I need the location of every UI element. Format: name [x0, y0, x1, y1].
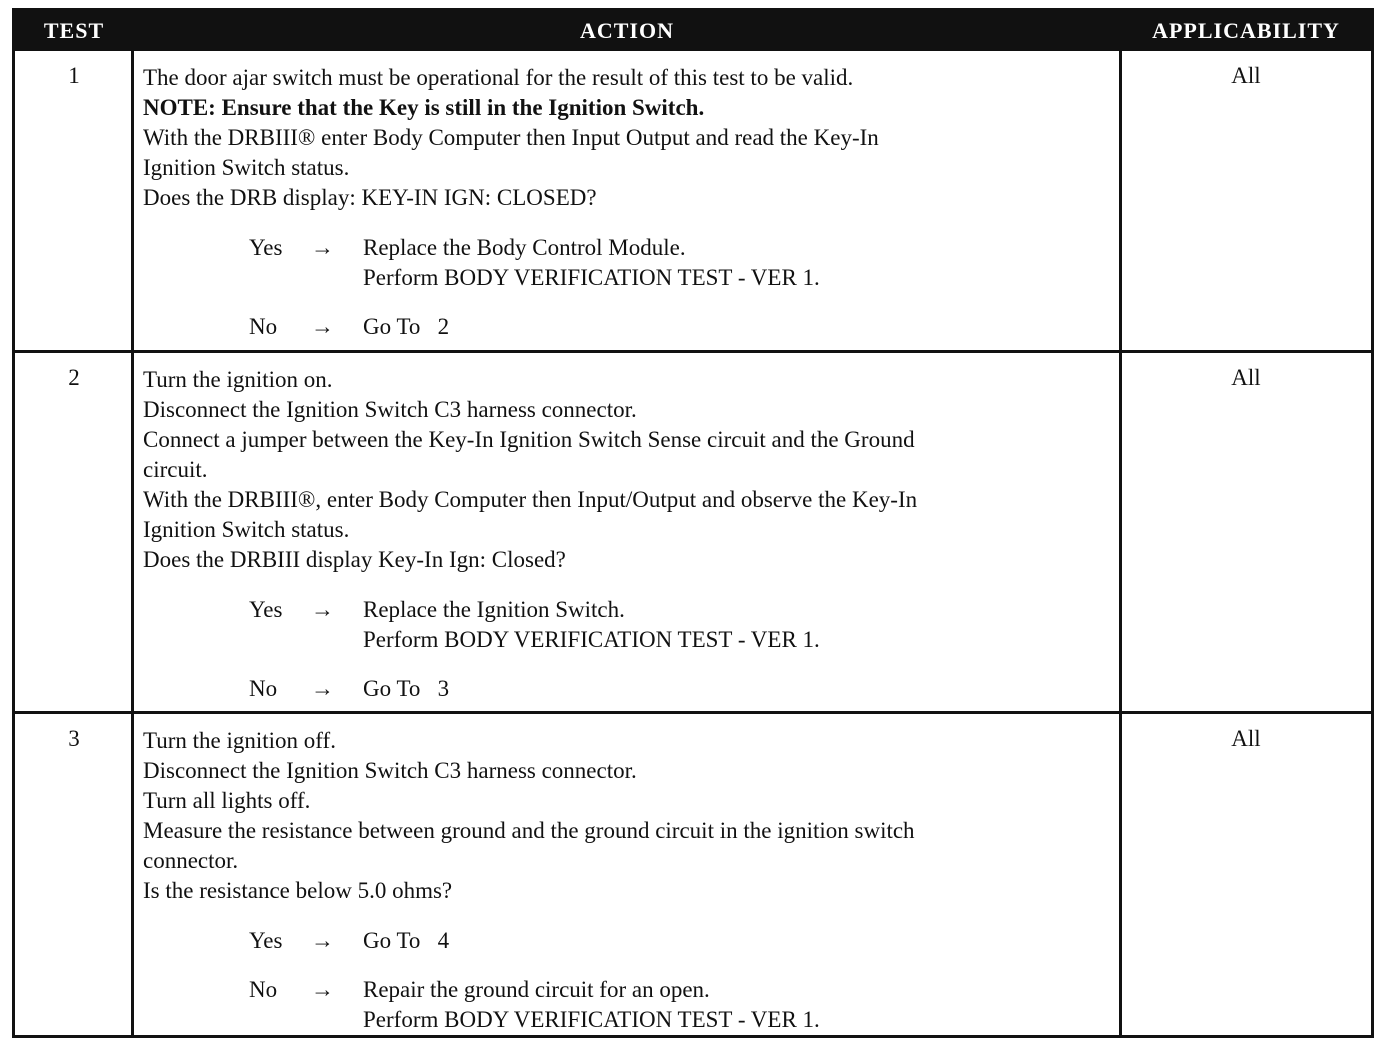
test-number: 1: [68, 63, 80, 88]
outcome-no: [143, 975, 1115, 1005]
outcome-yes: [143, 595, 1115, 625]
outcome-label: No: [249, 977, 278, 1002]
table-row-test-3: [15, 714, 1371, 1035]
action-line: The door ajar switch must be operational for the result of this test to be valid.: [143, 65, 854, 90]
action-line: With the DRBIII® enter Body Computer then Input Output and read the Key-In: [143, 125, 879, 150]
arrow-icon: →: [311, 314, 334, 339]
outcome-label: Yes: [249, 235, 283, 260]
outcome-label: Yes: [249, 597, 283, 622]
action-cell: [143, 63, 1115, 342]
arrow-icon: →: [311, 676, 334, 701]
applicability-cell: All: [1231, 63, 1261, 88]
outcome-result: Go To 2: [363, 314, 450, 339]
action-line: Ignition Switch status.: [143, 517, 350, 542]
table-row-test-2: [15, 353, 1371, 711]
action-line: circuit.: [143, 457, 208, 482]
action-line: Disconnect the Ignition Switch C3 harness connector.: [143, 758, 637, 783]
test-number: 3: [68, 726, 80, 751]
header-action: ACTION: [579, 18, 674, 43]
action-cell: [143, 365, 1115, 704]
test-number: 2: [68, 365, 80, 390]
arrow-icon: →: [311, 928, 334, 953]
action-line: Does the DRBIII display Key-In Ign: Closed?: [143, 547, 566, 572]
action-line: Connect a jumper between the Key-In Ignition Switch Sense circuit and the Ground: [143, 427, 915, 452]
action-line: connector.: [143, 848, 239, 873]
header-applicability: APPLICABILITY: [1152, 18, 1340, 43]
outcome-result: Replace the Ignition Switch.: [363, 597, 625, 622]
outcome-label: No: [249, 314, 278, 339]
applicability-cell: All: [1231, 365, 1261, 390]
arrow-icon: →: [311, 235, 334, 260]
outcome-yes: [143, 926, 1115, 956]
outcome-result: Go To 3: [363, 676, 450, 701]
outcome-no: [143, 674, 1115, 704]
action-cell: [143, 726, 1115, 1035]
outcome-yes-cont: [143, 263, 1115, 293]
action-line: Disconnect the Ignition Switch C3 harness connector.: [143, 397, 637, 422]
outcome-result: Repair the ground circuit for an open.: [363, 977, 710, 1002]
outcome-result: Perform BODY VERIFICATION TEST - VER 1.: [363, 265, 820, 290]
table-header: [15, 11, 1371, 51]
outcome-yes: [143, 233, 1115, 263]
action-line: Turn the ignition on.: [143, 367, 333, 392]
outcome-label: No: [249, 676, 278, 701]
outcome-no: [143, 312, 1115, 342]
arrow-icon: →: [311, 597, 334, 622]
action-line: Does the DRB display: KEY-IN IGN: CLOSED?: [143, 185, 597, 210]
applicability-cell: All: [1231, 726, 1261, 751]
note-line: NOTE: Ensure that the Key is still in the Ignition Switch.: [143, 95, 705, 120]
outcome-result: Perform BODY VERIFICATION TEST - VER 1.: [363, 1007, 820, 1032]
action-line: With the DRBIII®, enter Body Computer then Input/Output and observe the Key-In: [143, 487, 918, 512]
outcome-yes-cont: [143, 625, 1115, 655]
header-test: TEST: [43, 18, 105, 43]
outcome-result: Replace the Body Control Module.: [363, 235, 686, 260]
outcome-no-cont: [143, 1005, 1115, 1035]
action-line: Ignition Switch status.: [143, 155, 350, 180]
action-line: Measure the resistance between ground and the ground circuit in the ignition switch: [143, 818, 915, 843]
action-line: Turn the ignition off.: [143, 728, 336, 753]
outcome-result: Go To 4: [363, 928, 450, 953]
outcome-label: Yes: [249, 928, 283, 953]
table-row-test-1: [15, 51, 1371, 350]
arrow-icon: →: [311, 977, 334, 1002]
outcome-result: Perform BODY VERIFICATION TEST - VER 1.: [363, 627, 820, 652]
action-line: Is the resistance below 5.0 ohms?: [143, 878, 453, 903]
diagnostic-table: [12, 8, 1374, 1038]
action-line: Turn all lights off.: [143, 788, 311, 813]
